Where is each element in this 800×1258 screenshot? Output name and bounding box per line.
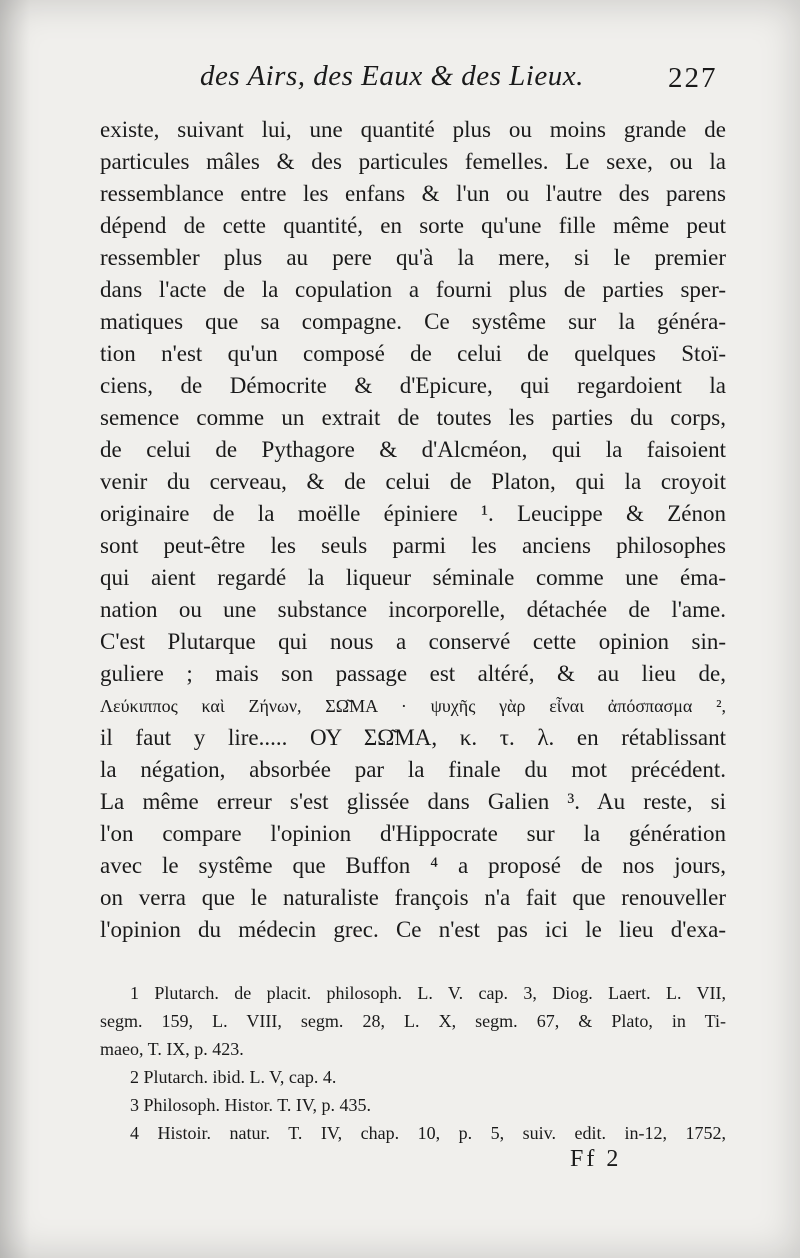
text-line: ressembler plus au pere qu'à la mere, si le premier (100, 245, 726, 270)
running-title: des Airs, des Eaux & des Lieux. (200, 60, 584, 92)
text-line: venir du cerveau, & de celui de Platon, qui la croyoit (100, 469, 726, 494)
footnote-3: 3 Philosoph. Histor. T. IV, p. 435. (130, 1095, 372, 1115)
text-line: particules mâles & des particules femelles. Le sexe, ou la (100, 149, 726, 174)
text-line: semence comme un extrait de toutes les parties du corps, (100, 405, 726, 430)
text-line: la négation, absorbée par la finale du mot précédent. (100, 757, 726, 782)
body-text (100, 114, 726, 946)
text-line: nation ou une substance incorporelle, détachée de l'ame. (100, 597, 726, 622)
signature-mark: Ff 2 (570, 1146, 622, 1172)
text-line: existe, suivant lui, une quantité plus ou moins grande de (100, 117, 726, 142)
text-line: matiques que sa compagne. Ce systême sur la généra- (100, 309, 726, 334)
footnote-4: 4 Histoir. natur. T. IV, chap. 10, p. 5, suiv. edit. in-12, 1752, (130, 1123, 726, 1143)
text-line: de celui de Pythagore & d'Alcméon, qui la faisoient (100, 437, 726, 462)
footnote-1-end: maeo, T. IX, p. 423. (100, 1039, 244, 1059)
text-line: originaire de la moëlle épiniere ¹. Leucippe & Zénon (100, 501, 726, 526)
text-line: il faut y lire..... ΟΥ ΣΩ͂ΜΑ, κ. τ. λ. en rétablissant (100, 725, 726, 750)
text-line: dépend de cette quantité, en sorte qu'une fille même peut (100, 213, 726, 238)
text-line: ressemblance entre les enfans & l'un ou l'autre des parens (100, 181, 726, 206)
text-line: tion n'est qu'un composé de celui de quelques Stoï- (100, 341, 726, 366)
text-line: l'on compare l'opinion d'Hippocrate sur la génération (100, 821, 726, 846)
footnote-1-cont: segm. 159, L. VIII, segm. 28, L. X, segm. 67, & Plato, in Ti- (100, 1011, 726, 1031)
text-line: C'est Plutarque qui nous a conservé cette opinion sin- (100, 629, 726, 654)
footnotes (100, 979, 726, 1147)
text-line: qui aient regardé la liqueur séminale comme une éma- (100, 565, 726, 590)
text-line: sont peut-être les seuls parmi les anciens philosophes (100, 533, 726, 558)
greek-text-line: Λεύκιππος καὶ Ζήνων, ΣΩ͂ΜΑ · ψυχῆς γὰρ εἶναι ἀπόσπασμα ², (100, 696, 726, 716)
text-line: guliere ; mais son passage est altéré, & au lieu de, (100, 661, 726, 686)
text-line: ciens, de Démocrite & d'Epicure, qui regardoient la (100, 373, 726, 398)
page-edge-shadow (0, 0, 30, 1258)
text-line: avec le systême que Buffon ⁴ a proposé de nos jours, (100, 853, 726, 878)
footnote-1: 1 Plutarch. de placit. philosoph. L. V. cap. 3, Diog. Laert. L. VII, (130, 983, 726, 1003)
page-number: 227 (668, 62, 718, 94)
text-line: on verra que le naturaliste françois n'a fait que renouveller (100, 885, 726, 910)
text-line: La même erreur s'est glissée dans Galien ³. Au reste, si (100, 789, 726, 814)
footnote-2: 2 Plutarch. ibid. L. V, cap. 4. (130, 1067, 337, 1087)
page-header (0, 60, 800, 110)
text-line: dans l'acte de la copulation a fourni plus de parties sper- (100, 277, 726, 302)
text-line: l'opinion du médecin grec. Ce n'est pas ici le lieu d'exa- (100, 917, 726, 942)
